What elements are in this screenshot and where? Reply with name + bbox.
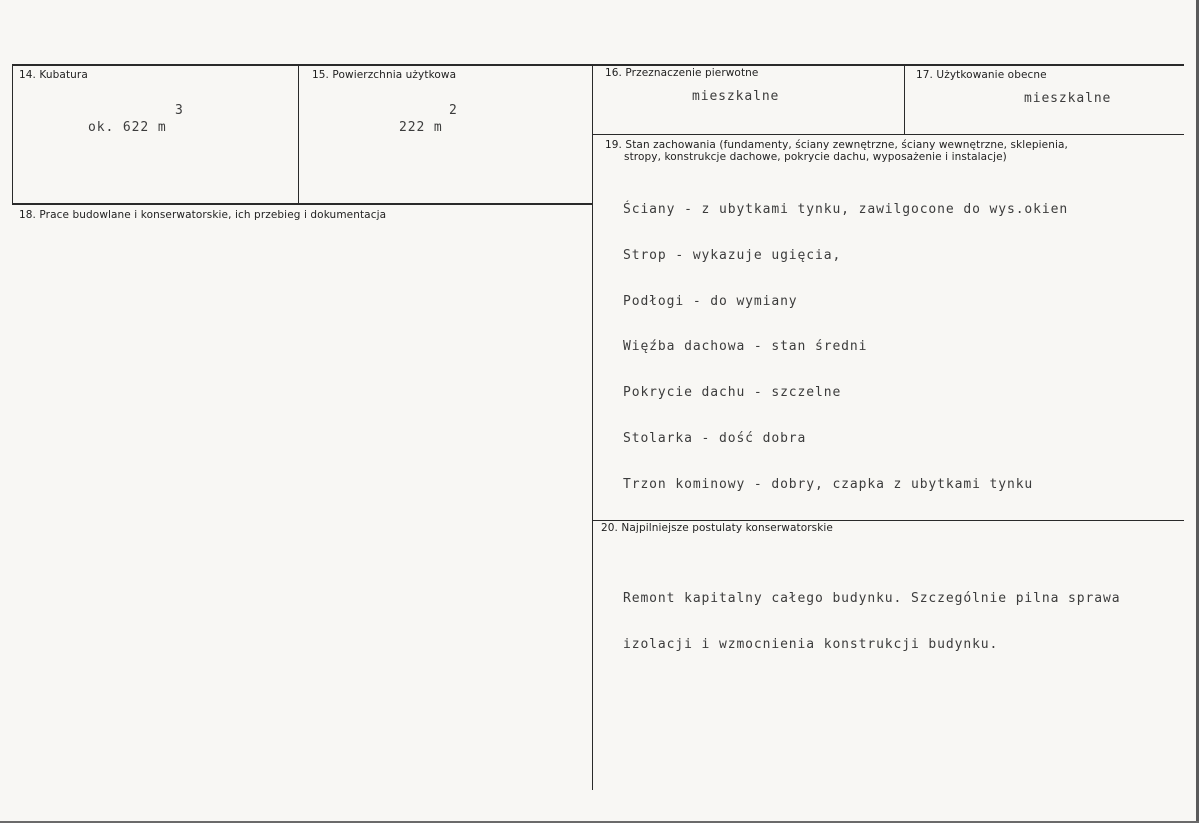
field-20-text	[623, 561, 1120, 683]
field-18-label: 18. Prace budowlane i konserwatorskie, ich przebieg i dokumentacja	[19, 209, 387, 221]
rule-below-16-17	[592, 134, 1184, 135]
rule-below-14-15	[12, 203, 592, 205]
field-20-label: 20. Najpilniejsze postulaty konserwatorskie	[601, 522, 833, 534]
field-16-label: 16. Przeznaczenie pierwotne	[605, 67, 759, 79]
divider-main	[592, 64, 593, 790]
condition-line: Więźba dachowa - stan średni	[623, 339, 868, 355]
field-15-label: 15. Powierzchnia użytkowa	[312, 69, 457, 81]
field-17-label: 17. Użytkowanie obecne	[916, 69, 1047, 81]
divider-16-17	[904, 64, 905, 134]
field-14-value: ok. 622 m	[88, 120, 167, 135]
condition-line: Podłogi - do wymiany	[623, 293, 798, 309]
top-rule	[12, 64, 1184, 66]
field-15-exponent: 2	[449, 103, 457, 118]
field-16-value: mieszkalne	[692, 89, 780, 104]
field-19-text	[623, 172, 1068, 523]
field-19-label-line1: 19. Stan zachowania (fundamenty, ściany zewnętrzne, ściany wewnętrzne, sklepienia,	[605, 139, 1068, 151]
postulate-line: Remont kapitalny całego budynku. Szczególnie pilna sprawa	[623, 591, 1121, 606]
field-14-label: 14. Kubatura	[19, 69, 88, 81]
field-19-label-line2: stropy, konstrukcje dachowe, pokrycie dachu, wyposażenie i instalacje)	[624, 151, 1007, 163]
postulate-line: izolacji i wzmocnienia konstrukcji budynku.	[623, 636, 999, 652]
field-14-exponent: 3	[175, 103, 183, 118]
left-border	[12, 64, 13, 204]
field-15-value: 222 m	[399, 120, 443, 135]
condition-line: Trzon kominowy - dobry, czapka z ubytkami tynku	[623, 476, 1034, 492]
condition-line: Ściany - z ubytkami tynku, zawilgocone do wys.okien	[623, 202, 1069, 217]
condition-line: Strop - wykazuje ugięcia,	[623, 247, 842, 263]
field-17-value: mieszkalne	[1024, 91, 1112, 106]
condition-line: Pokrycie dachu - szczelne	[623, 385, 842, 401]
condition-line: Stolarka - dość dobra	[623, 430, 807, 446]
divider-14-15	[298, 64, 299, 204]
